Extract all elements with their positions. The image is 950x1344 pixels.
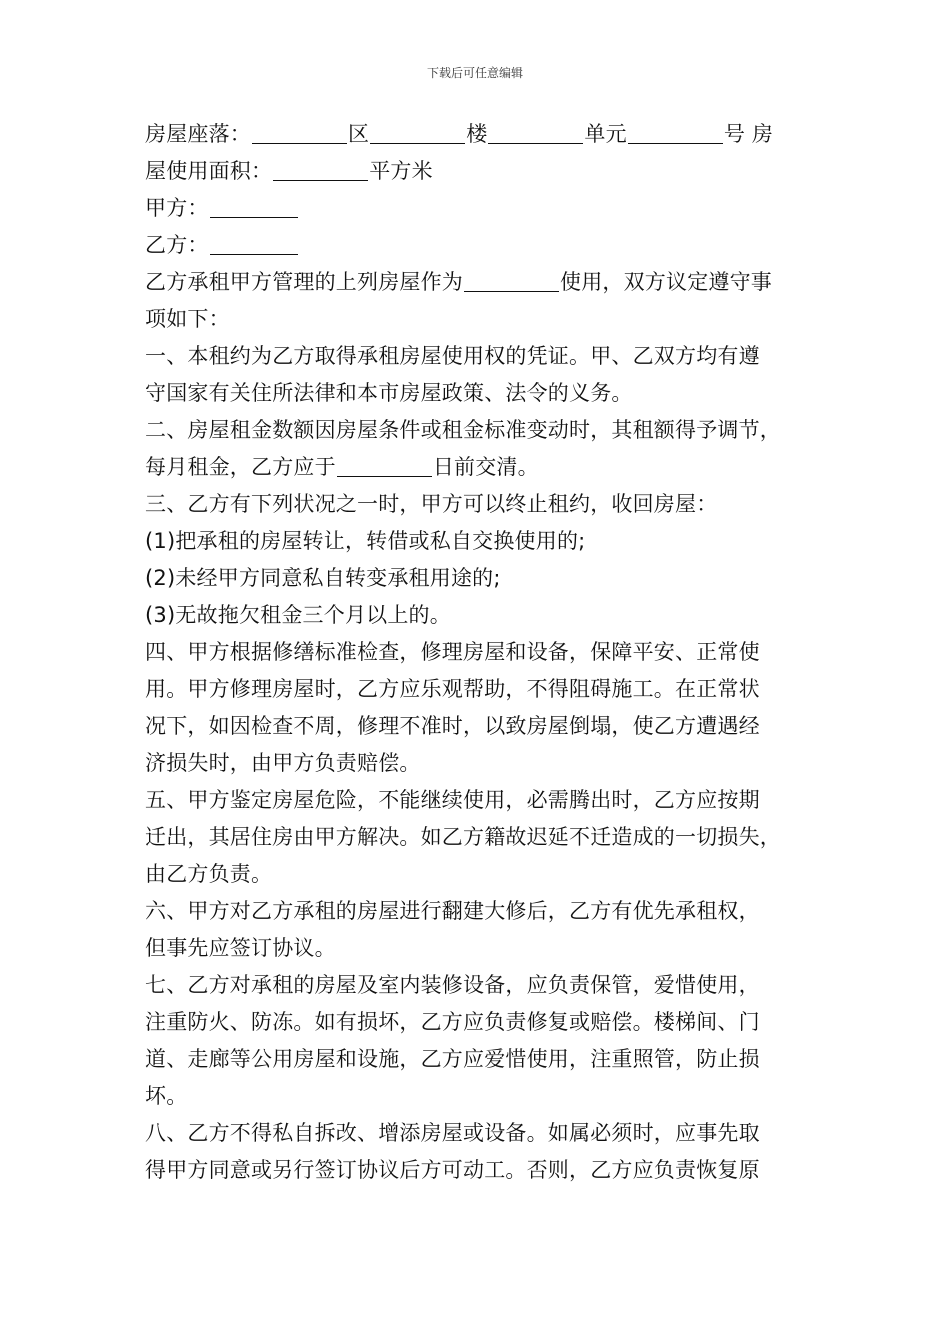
area-label: 屋使用面积： xyxy=(145,159,273,183)
party-b-label: 乙方： xyxy=(145,233,209,257)
clause-6-line: 六、甲方对乙方承租的房屋进行翻建大修后，乙方有优先承租权， xyxy=(145,899,760,923)
district-label: 区 xyxy=(348,122,370,146)
unit-label: 单元 xyxy=(584,122,627,146)
clause-2-line: 二、房屋租金数额因房屋条件或租金标准变动时，其租额得予调节， xyxy=(145,418,781,442)
number-label: 号 房 xyxy=(723,122,774,146)
area-unit: 平方米 xyxy=(369,159,433,183)
header-note: 下载后可任意编辑 xyxy=(426,66,523,80)
clause-1-line: 一、本租约为乙方取得承租房屋使用权的凭证。甲、乙双方均有遵 xyxy=(145,344,760,368)
district-blank xyxy=(252,121,347,144)
location-label: 房屋座落： xyxy=(145,122,251,146)
text-line: 道、走廊等公用房屋和设施，乙方应爱惜使用，注重照管，防止损 xyxy=(145,1047,760,1071)
area-blank xyxy=(273,158,368,181)
clause-7-line: 七、乙方对承租的房屋及室内装修设备，应负责保管，爱惜使用， xyxy=(145,973,760,997)
number-blank xyxy=(628,121,723,144)
clause-5-line: 五、甲方鉴定房屋危险，不能继续使用，必需腾出时，乙方应按期 xyxy=(145,788,760,812)
text-line: 注重防火、防冻。如有损坏，乙方应负责修复或赔偿。楼梯间、门 xyxy=(145,1010,760,1034)
usage-text-start: 乙方承租甲方管理的上列房屋作为 xyxy=(145,270,463,294)
text-line: 况下，如因检查不周，修理不准时，以致房屋倒塌，使乙方遭遇经 xyxy=(145,714,760,738)
party-b-line xyxy=(145,227,825,264)
clause-3-line: 三、乙方有下列状况之一时，甲方可以终止租约，收回房屋： xyxy=(145,492,718,516)
clause-4-line: 四、甲方根据修缮标准检查，修理房屋和设备，保障平安、正常使 xyxy=(145,640,760,664)
rent-due-blank xyxy=(337,454,432,477)
text-line: 济损失时，由甲方负责赔偿。 xyxy=(145,751,421,775)
usage-text-end: 使用，双方议定遵守事 xyxy=(560,270,772,294)
clause-3-item-1: (1)把承租的房屋转让，转借或私自交换使用的; xyxy=(145,529,586,553)
building-label: 楼 xyxy=(466,122,488,146)
text-line: 用。甲方修理房屋时，乙方应乐观帮助，不得阻碍施工。在正常状 xyxy=(145,677,760,701)
party-a-label: 甲方： xyxy=(145,196,209,220)
text-line: 坏。 xyxy=(145,1084,188,1108)
rent-due-text-end: 日前交清。 xyxy=(432,455,539,479)
rent-due-text-start: 每月租金，乙方应于 xyxy=(145,455,336,479)
text-line: 由乙方负责。 xyxy=(145,862,273,886)
party-a-line xyxy=(145,190,825,227)
clause-3-item-2: (2)未经甲方同意私自转变承租用途的; xyxy=(145,566,501,590)
building-blank xyxy=(370,121,465,144)
usable-area-line xyxy=(145,153,825,190)
text-line: 但事先应签订协议。 xyxy=(145,936,336,960)
text-line: 项如下： xyxy=(145,307,230,331)
text-line: 守国家有关住所法律和本市房屋政策、法令的义务。 xyxy=(145,381,633,405)
party-b-blank xyxy=(210,232,298,255)
usage-blank xyxy=(464,269,559,292)
contract-body xyxy=(145,116,825,1189)
usage-purpose-line xyxy=(145,264,825,301)
text-line: 迁出，其居住房由甲方解决。如乙方籍故迟延不迁造成的一切损失， xyxy=(145,825,781,849)
party-a-blank xyxy=(210,195,298,218)
property-location-line xyxy=(145,116,825,153)
clause-8-line: 八、乙方不得私自拆改、增添房屋或设备。如属必须时，应事先取 xyxy=(145,1121,760,1145)
unit-blank xyxy=(488,121,583,144)
rent-due-line xyxy=(145,449,825,486)
text-line: 得甲方同意或另行签订协议后方可动工。否则，乙方应负责恢复原 xyxy=(145,1158,760,1182)
clause-3-item-3: (3)无故拖欠租金三个月以上的。 xyxy=(145,603,451,627)
